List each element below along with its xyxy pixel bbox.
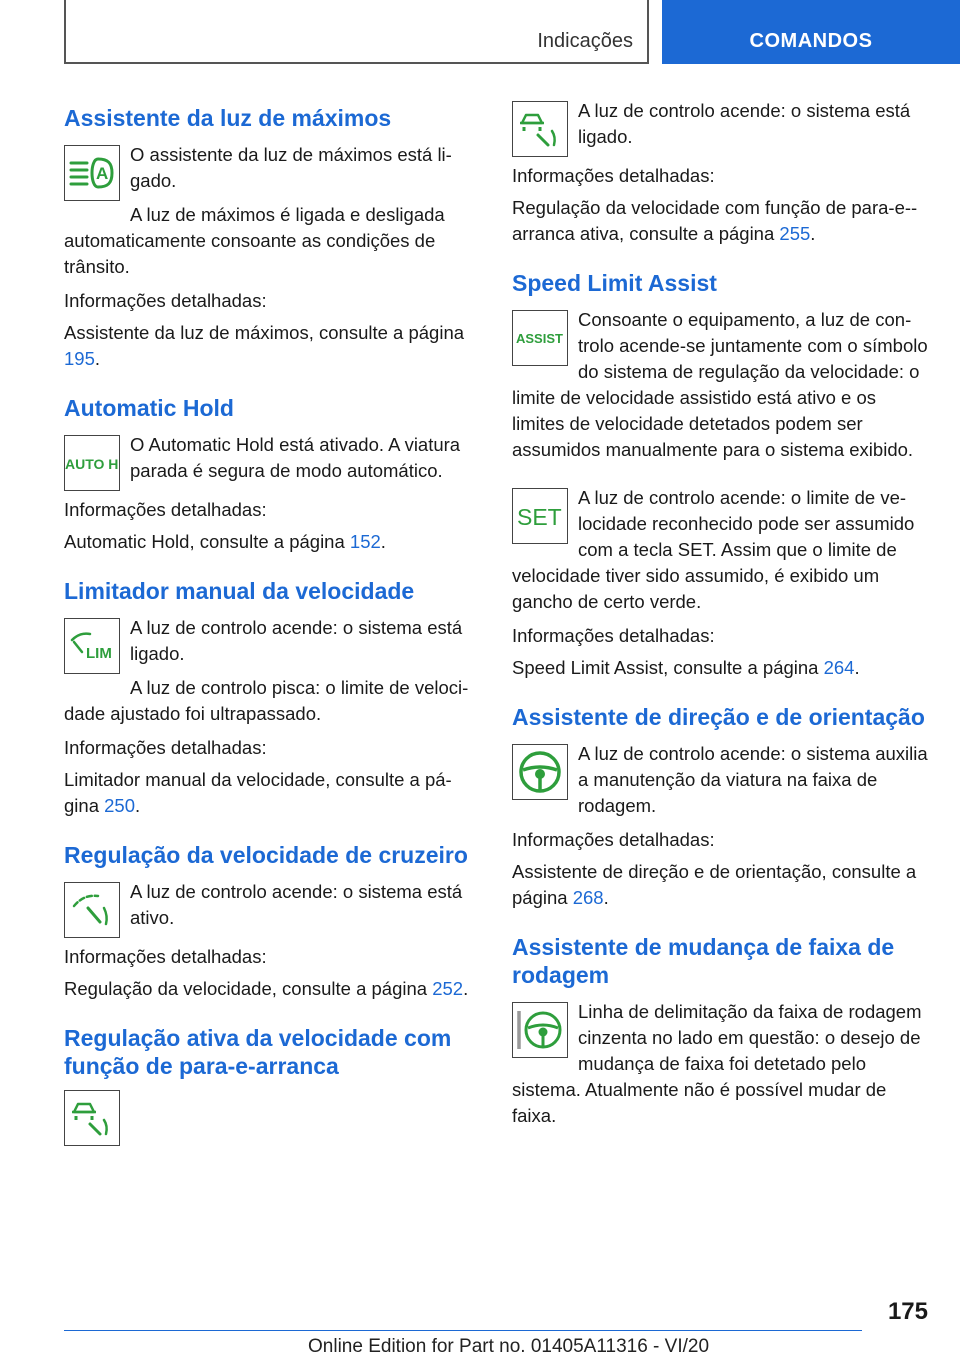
- indicator-acc: [512, 98, 928, 163]
- cruise-control-icon: [64, 882, 120, 938]
- speed-limit-text-2: A luz de controlo acende: o limite de velocidade reconhecido pode ser assumido com a tecla SET. Assim que o limite de velocidade tiver sido assumido, é exibido um gancho de certo verde.: [512, 487, 915, 612]
- cruise-text-1: A luz de controlo acende: o sistema está ativo.: [130, 881, 463, 928]
- steering-reference: Assistente de direção e de orientação, consulte a página 268.: [512, 861, 917, 908]
- page-link-264[interactable]: 264: [823, 657, 855, 678]
- heading-lane-change-assistant: Assistente de mudança de faixa de rodagem: [512, 934, 895, 988]
- limiter-reference: Limitador manual da velocidade, consulte a página 250.: [64, 769, 452, 816]
- heading-cruise-control: Regulação da velocidade de cruzeiro: [64, 842, 468, 868]
- right-column: [512, 98, 928, 1137]
- speed-limit-reference: Speed Limit Assist, consulte a página 264.: [512, 657, 860, 678]
- limiter-info-label: Informações detalhadas:: [64, 737, 267, 758]
- page-link-255[interactable]: 255: [779, 223, 811, 244]
- header-chapter-tab: [662, 0, 960, 64]
- indicator-lane-change: [512, 999, 928, 1137]
- header-section-title: Indicações: [537, 30, 633, 52]
- page-number: 175: [887, 1298, 928, 1325]
- limiter-text-1: A luz de controlo acende: o sistema está ligado.: [130, 617, 463, 664]
- cruise-reference: Regulação da velocidade, consulte a página 252.: [64, 978, 469, 999]
- high-beam-text-1: O assistente da luz de máximos está ligado.: [130, 144, 452, 191]
- indicator-limiter: [64, 615, 480, 735]
- speed-limiter-icon-label: LIM: [86, 645, 112, 662]
- acc-text-1: A luz de controlo acende: o sistema está ligado.: [578, 100, 911, 147]
- high-beam-text-2: A luz de máximos é ligada e desligada automaticamente consoante as condições de trânsito.: [64, 204, 445, 277]
- speed-limit-assist-icon: [512, 310, 568, 366]
- high-beam-assistant-icon: [64, 145, 120, 201]
- high-beam-reference: Assistente da luz de máximos, consulte a página 195.: [64, 322, 465, 369]
- acc-info-label: Informações detalhadas:: [512, 165, 715, 186]
- indicator-cruise: [64, 879, 480, 944]
- page-link-152[interactable]: 152: [349, 531, 381, 552]
- high-beam-info-label: Informações detalhadas:: [64, 290, 267, 311]
- heading-high-beam-assistant: Assistente da luz de máximos: [64, 105, 392, 131]
- speed-limiter-icon: [64, 618, 120, 674]
- auto-hold-reference: Automatic Hold, consulte a página 152.: [64, 531, 386, 552]
- auto-hold-text-1: O Automatic Hold está ativado. A viatura parada é segura de modo automático.: [130, 434, 461, 481]
- footer-rule: [64, 1330, 862, 1331]
- speed-limit-set-icon: [512, 488, 568, 544]
- heading-active-cruise-control: Regulação ativa da velocidade com função de para-e-arranca: [64, 1025, 452, 1079]
- speed-limit-info-label: Informações detalhadas:: [512, 625, 715, 646]
- header-section-tab: [64, 0, 649, 64]
- indicator-steering: [512, 741, 928, 827]
- indicator-high-beam: [64, 142, 480, 288]
- page-link-252[interactable]: 252: [432, 978, 464, 999]
- speed-limit-text-1: Consoante o equipamento, a luz de controlo acende-se juntamente com o símbolo do sistema de regulação da velocidade: o limite de velocidade assistido está ativo e os limites de velocidade detetados podem ser assumidos manualmente para o sistema exibido.: [512, 309, 928, 460]
- svg-text:A: A: [96, 164, 109, 183]
- page-link-250[interactable]: 250: [104, 795, 135, 816]
- steering-info-label: Informações detalhadas:: [512, 829, 715, 850]
- speed-limit-set-icon-label: SET: [517, 504, 562, 530]
- page-link-268[interactable]: 268: [572, 887, 604, 908]
- auto-hold-icon: [64, 435, 120, 491]
- speed-limit-assist-icon-label: ASSIST: [516, 331, 563, 346]
- header-chapter-title: COMANDOS: [749, 30, 873, 52]
- heading-steering-assistant: Assistente de direção e de orientação: [512, 704, 925, 730]
- indicator-speed-limit-set: [512, 485, 928, 623]
- active-cruise-control-on-icon: [512, 101, 568, 157]
- left-column: [64, 98, 480, 1146]
- auto-hold-info-label: Informações detalhadas:: [64, 499, 267, 520]
- footer-edition: Online Edition for Part no. 01405A11316 - VI/20: [308, 1336, 710, 1357]
- limiter-text-2: A luz de controlo pisca: o limite de velocidade ajustado foi ultrapassado.: [64, 677, 469, 724]
- auto-hold-icon-label: AUTO H: [65, 456, 119, 472]
- lane-change-text-1: Linha de delimitação da faixa de rodagem cinzenta no lado em questão: o desejo de mudança de faixa foi detetado pelo sistema. Atualmente não é possível mudar de faixa.: [512, 1001, 922, 1126]
- cruise-info-label: Informações detalhadas:: [64, 946, 267, 967]
- active-cruise-control-icon: [64, 1090, 120, 1146]
- heading-speed-limit-assist: Speed Limit Assist: [512, 270, 717, 296]
- steering-wheel-icon: [512, 744, 568, 800]
- steering-text-1: A luz de controlo acende: o sistema auxilia a manutenção da viatura na faixa de rodagem.: [578, 743, 928, 816]
- acc-reference: Regulação da velocidade com função de para-e-arranca ativa, consulte a página 255.: [512, 197, 918, 244]
- heading-speed-limiter: Limitador manual da velocidade: [64, 578, 415, 604]
- page-link-195[interactable]: 195: [64, 348, 95, 369]
- indicator-speed-limit-assist: [512, 307, 928, 471]
- heading-automatic-hold: Automatic Hold: [64, 395, 234, 421]
- indicator-auto-hold: [64, 432, 480, 497]
- lane-change-steering-icon: [512, 1002, 568, 1058]
